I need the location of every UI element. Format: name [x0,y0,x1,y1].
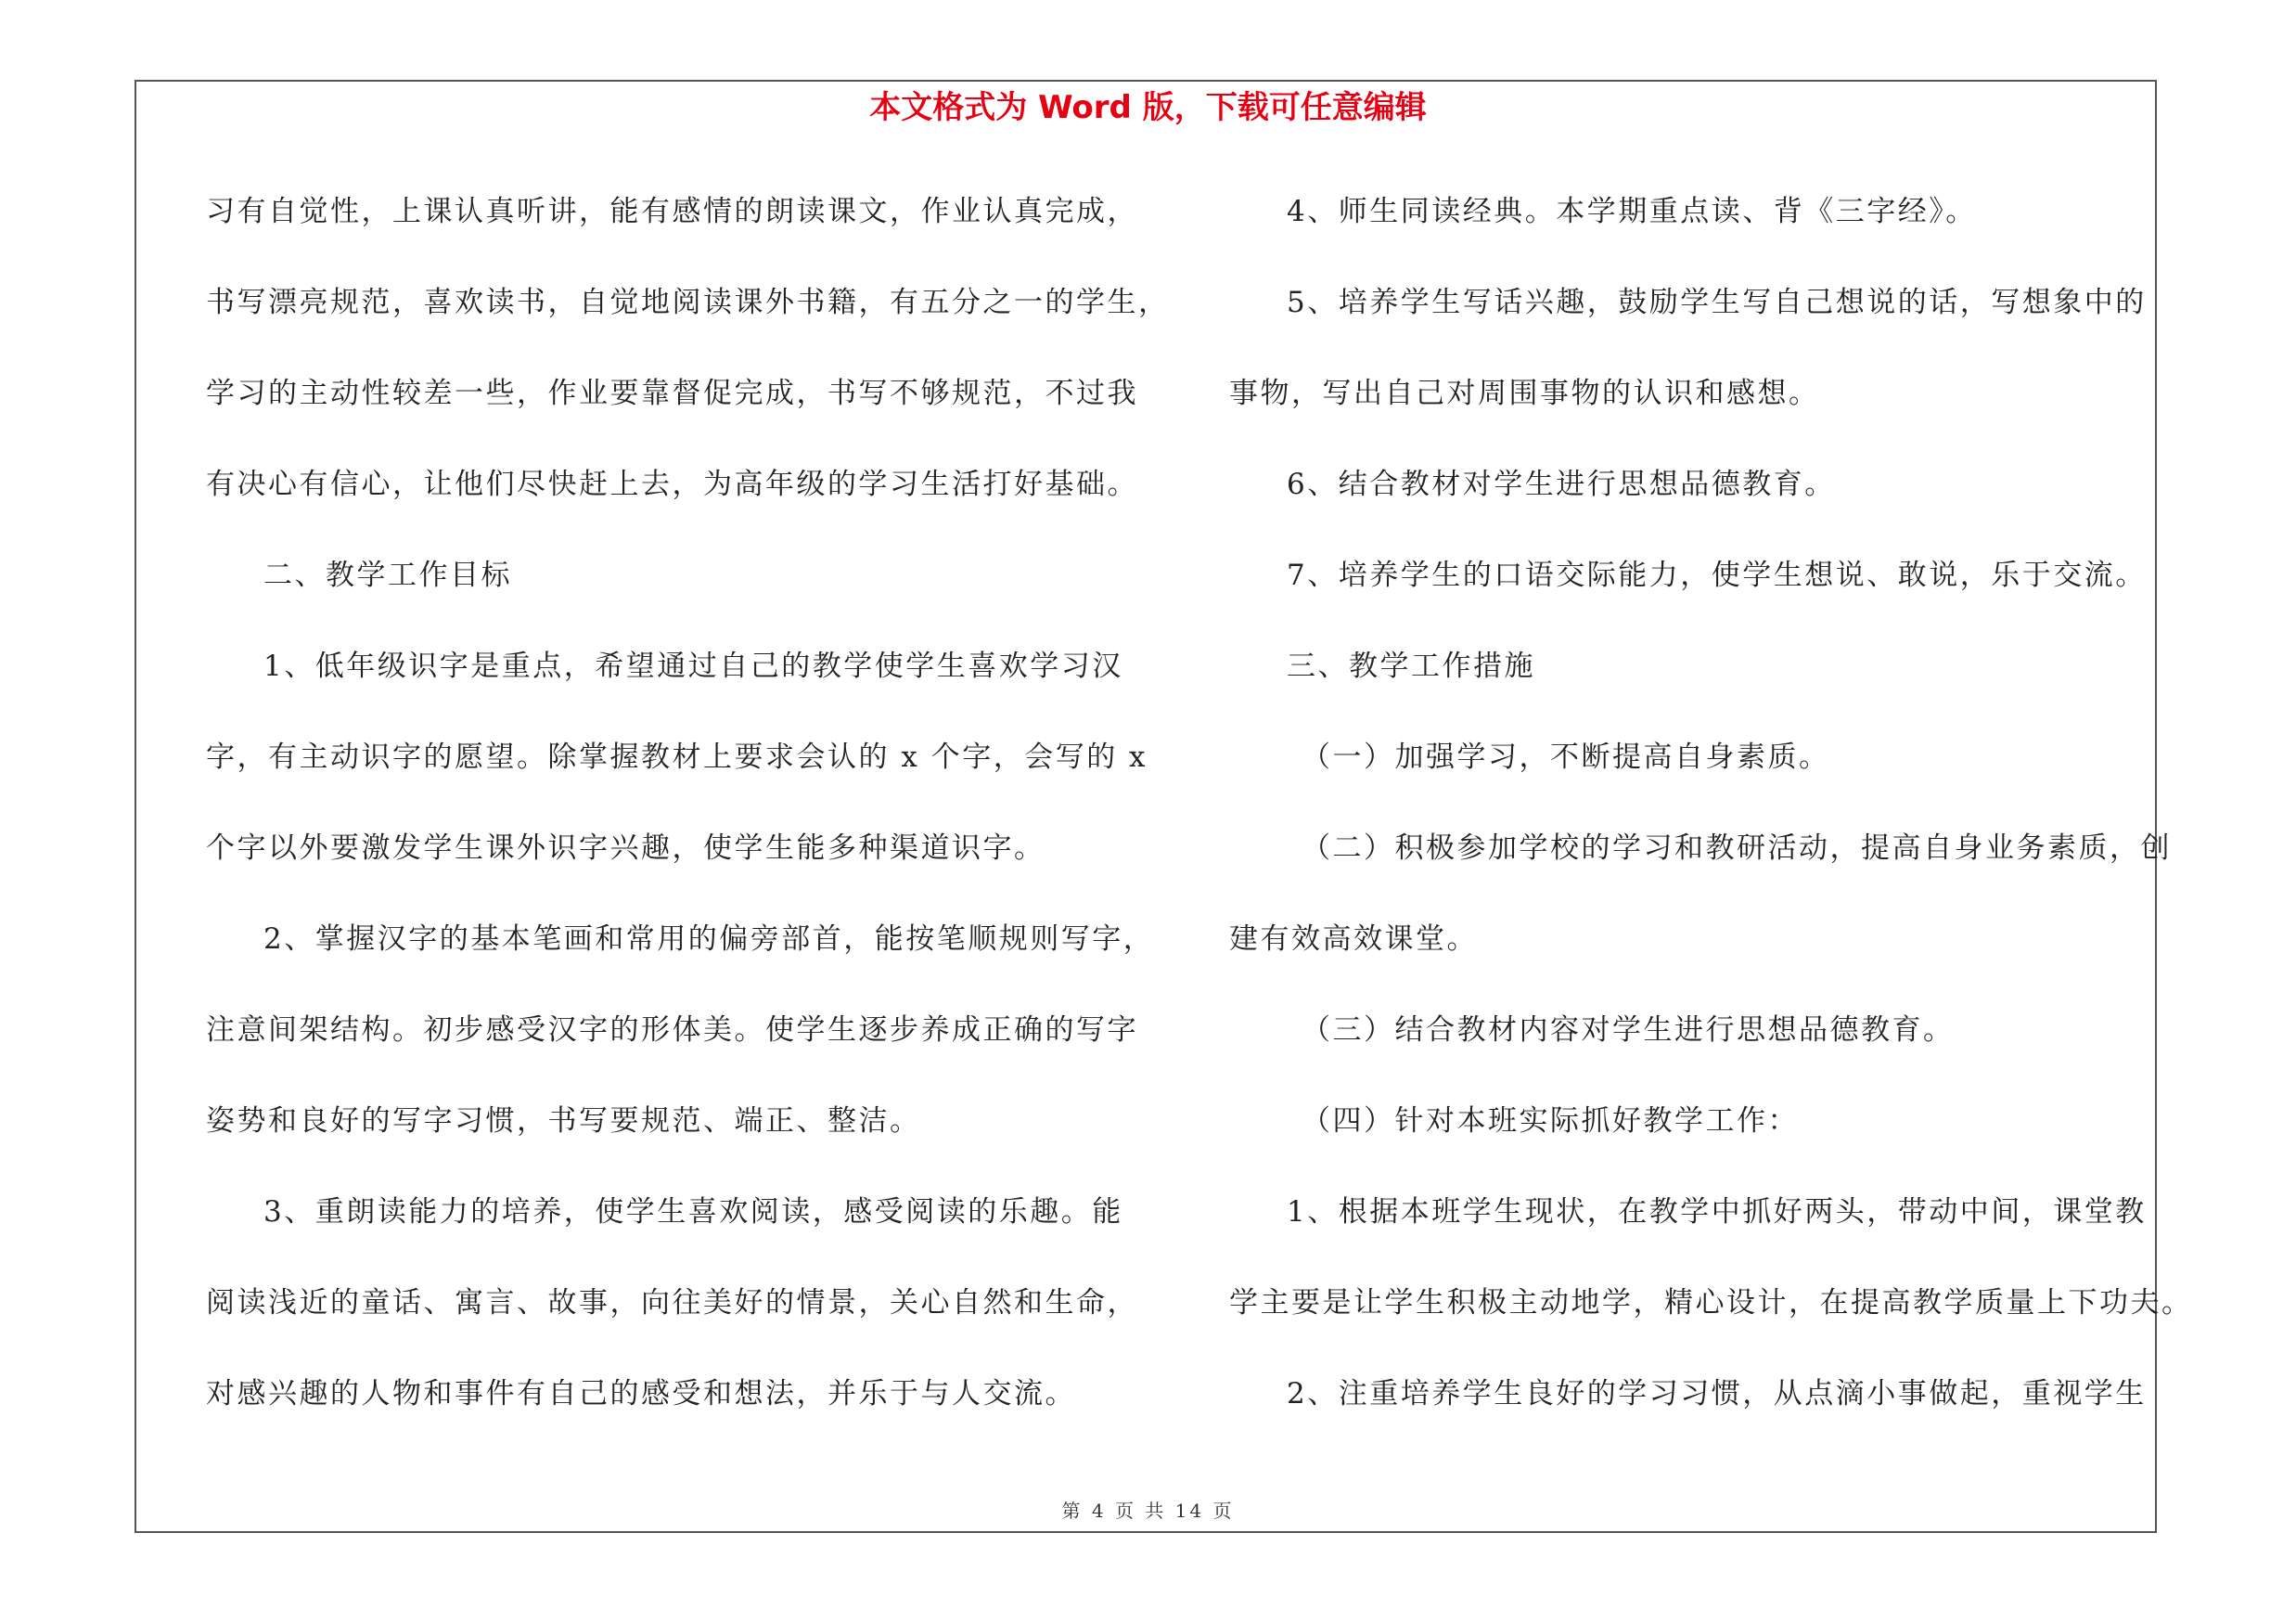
text-line: 1、低年级识字是重点，希望通过自己的教学使学生喜欢学习汉 [263,650,1123,683]
right-column [1229,184,2193,1457]
text-line: 事物，写出自己对周围事物的认识和感想。 [1229,377,1820,410]
text-line: 建有效高效课堂。 [1229,922,1478,956]
text-line: 注意间架结构。初步感受汉字的形体美。使学生逐步养成正确的写字 [206,1013,1138,1047]
text-line: 对感兴趣的人物和事件有自己的感受和想法，并乐于与人交流。 [206,1377,1076,1410]
text-line: 姿势和良好的写字习惯，书写要规范、端正、整洁。 [206,1104,921,1138]
text-line: 阅读浅近的童话、寓言、故事，向往美好的情景，关心自然和生命， [206,1286,1138,1320]
text-line: （四）针对本班实际抓好教学工作： [1302,1104,1799,1138]
text-line: 6、结合教材对学生进行思想品德教育。 [1287,468,1836,501]
text-line: （二）积极参加学校的学习和教研活动，提高自身业务素质，创 [1302,831,2172,865]
text-line: （三）结合教材内容对学生进行思想品德教育。 [1302,1013,1955,1047]
text-line: 学习的主动性较差一些，作业要靠督促完成，书写不够规范，不过我 [206,377,1138,410]
text-line: 有决心有信心，让他们尽快赶上去，为高年级的学习生活打好基础。 [206,468,1138,501]
text-line: 学主要是让学生积极主动地学，精心设计，在提高教学质量上下功夫。 [1229,1286,2193,1320]
text-line: 个字以外要激发学生课外识字兴趣，使学生能多种渠道识字。 [206,831,1045,865]
text-line: 3、重朗读能力的培养，使学生喜欢阅读，感受阅读的乐趣。能 [263,1195,1123,1229]
page-number-footer: 第 4 页 共 14 页 [1061,1500,1235,1522]
text-line: （一）加强学习，不断提高自身素质。 [1302,741,1830,774]
text-line: 2、掌握汉字的基本笔画和常用的偏旁部首，能按笔顺规则写字， [263,922,1155,956]
left-column [206,184,1170,1457]
text-line: 1、根据本班学生现状，在教学中抓好两头，带动中间，课堂教 [1287,1195,2147,1229]
text-line: 书写漂亮规范，喜欢读书，自觉地阅读课外书籍，有五分之一的学生， [206,286,1170,319]
text-line: 习有自觉性，上课认真听讲，能有感情的朗读课文，作业认真完成， [206,195,1138,228]
text-line: 4、师生同读经典。本学期重点读、背《三字经》。 [1287,195,1977,228]
text-line: 2、注重培养学生良好的学习习惯，从点滴小事做起，重视学生 [1287,1377,2147,1410]
text-line: 5、培养学生写话兴趣，鼓励学生写自己想说的话，写想象中的 [1287,286,2147,319]
text-line: 二、教学工作目标 [263,559,512,592]
text-line: 字，有主动识字的愿望。除掌握教材上要求会认的 x 个字，会写的 x [206,741,1148,774]
format-notice-banner: 本文格式为 Word 版，下载可任意编辑 [869,89,1427,126]
text-line: 三、教学工作措施 [1287,650,1535,683]
text-line: 7、培养学生的口语交际能力，使学生想说、敢说，乐于交流。 [1287,559,2147,592]
